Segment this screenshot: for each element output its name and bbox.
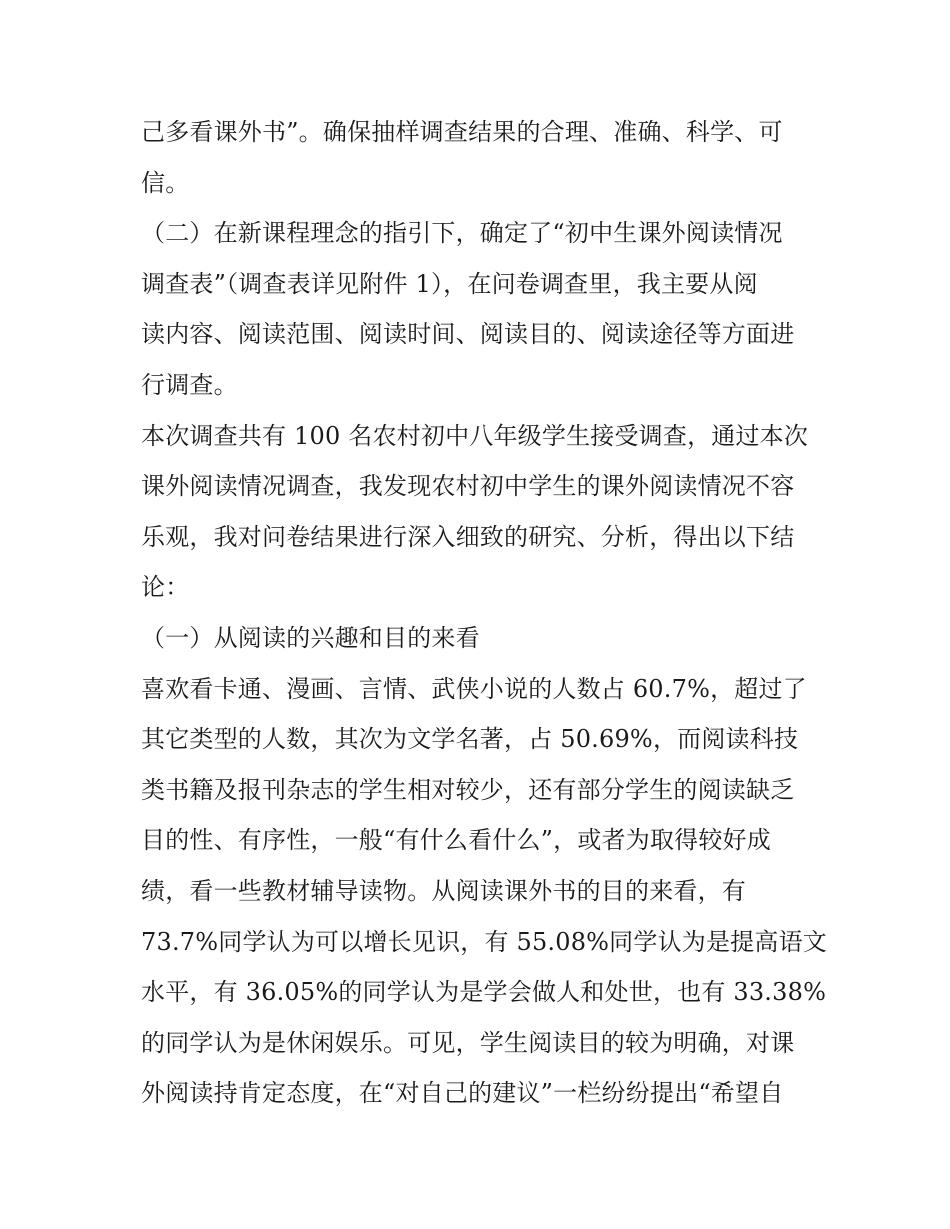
text-line-18: 水平，有 36.05%的同学认为是学会做人和处世，也有 33.38% bbox=[141, 978, 827, 1007]
text-line-4: 调查表”（调查表详见附件 1），在问卷调查里，我主要从阅 bbox=[141, 269, 758, 298]
text-line-20: 外阅读持肯定态度，在“对自己的建议”一栏纷纷提出“希望自 bbox=[141, 1079, 784, 1108]
text-line-14: 类书籍及报刊杂志的学生相对较少，还有部分学生的阅读缺乏 bbox=[141, 775, 795, 804]
text-line-1: 己多看课外书”。确保抽样调查结果的合理、准确、科学、可 bbox=[141, 118, 783, 146]
text-line-12: 喜欢看卡通、漫画、言情、武侠小说的人数占 60.7%，超过了 bbox=[141, 674, 807, 703]
text-line-6: 行调查。 bbox=[141, 370, 238, 399]
text-line-13: 其它类型的人数，其次为文学名著，占 50.69%，而阅读科技 bbox=[141, 725, 799, 754]
text-line-2: 信。 bbox=[141, 168, 190, 197]
text-line-5: 读内容、阅读范围、阅读时间、阅读目的、阅读途径等方面进 bbox=[141, 320, 795, 349]
text-line-16: 绩，看一些教材辅导读物。从阅读课外书的目的来看，有 bbox=[141, 876, 746, 905]
text-line-10: 论： bbox=[141, 573, 190, 602]
body-text bbox=[141, 107, 827, 1119]
text-line-7: 本次调查共有 100 名农村初中八年级学生接受调查，通过本次 bbox=[141, 421, 809, 450]
text-line-19: 的同学认为是休闲娱乐。可见，学生阅读目的较为明确，对课 bbox=[141, 1028, 795, 1057]
section-heading-1: （一）从阅读的兴趣和目的来看 bbox=[141, 623, 480, 652]
text-line-9: 乐观，我对问卷结果进行深入细致的研究、分析，得出以下结 bbox=[141, 522, 795, 551]
section-heading-2: （二）在新课程理念的指引下，确定了“初中生课外阅读情况 bbox=[141, 219, 783, 248]
text-line-8: 课外阅读情况调查，我发现农村初中学生的课外阅读情况不容 bbox=[141, 472, 795, 501]
text-line-17: 73.7%同学认为可以增长见识，有 55.08%同学认为是提高语文 bbox=[141, 927, 827, 956]
text-line-15: 目的性、有序性，一般“有什么看什么”，或者为取得较好成 bbox=[141, 826, 771, 855]
